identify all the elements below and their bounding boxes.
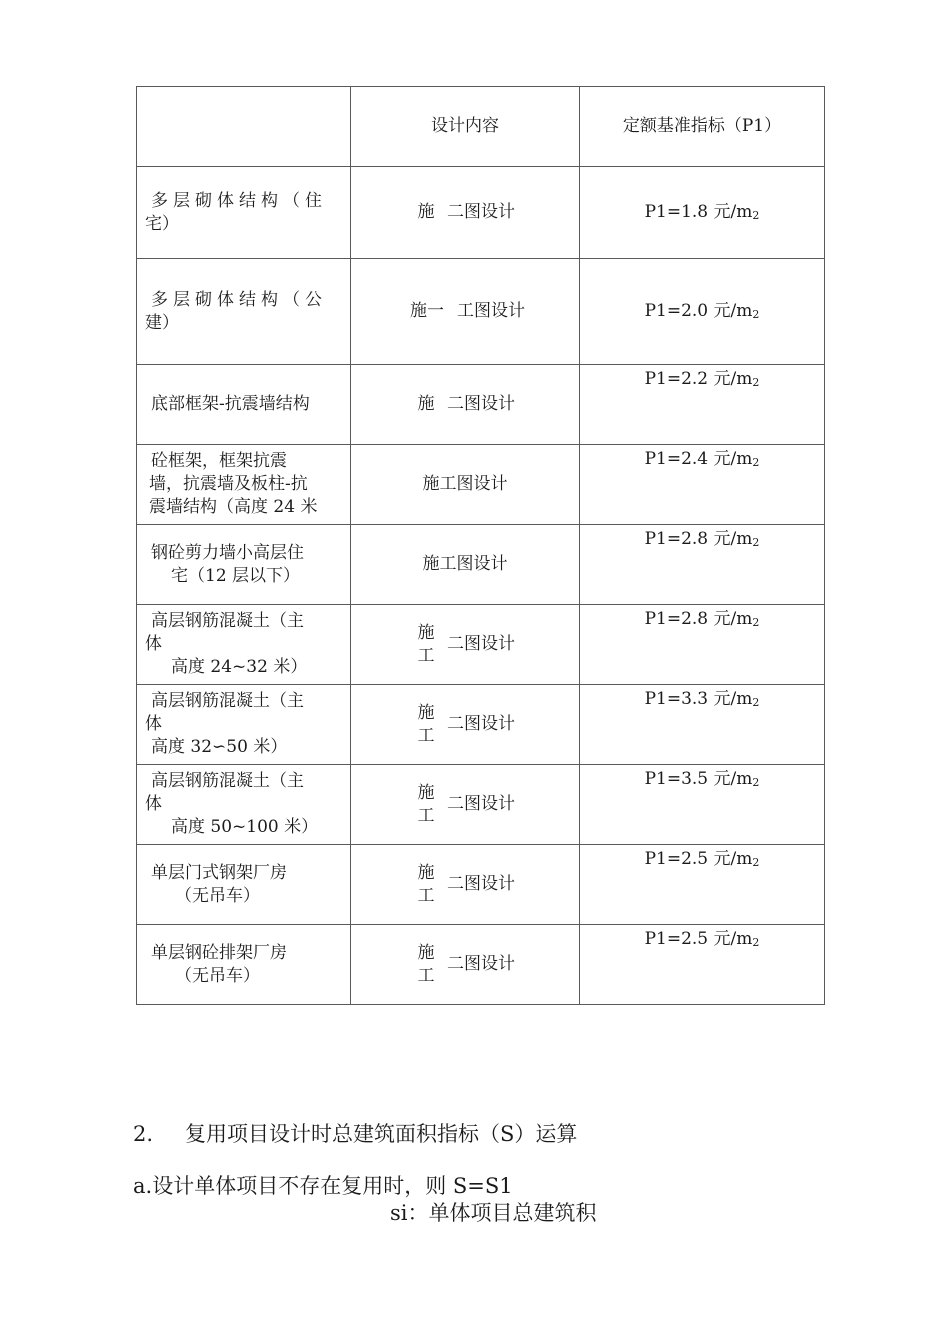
design-content-left: 施 bbox=[417, 394, 435, 414]
quota-unit-exponent: 2 bbox=[752, 208, 760, 222]
design-content-left: 工 bbox=[417, 805, 435, 826]
design-content-left: 施 bbox=[417, 862, 435, 883]
design-content-left: 施 bbox=[417, 702, 435, 723]
quota-unit-exponent: 2 bbox=[752, 616, 760, 629]
section-number: 2. bbox=[133, 1122, 154, 1146]
quota-value-cell bbox=[580, 525, 825, 605]
header-cell-design: 设计内容 bbox=[351, 87, 580, 167]
design-content-left: 施 bbox=[417, 782, 435, 803]
quota-value-cell bbox=[580, 445, 825, 525]
design-content-cell bbox=[351, 605, 580, 685]
structure-type-line: 震墙结构（高度 24 米 bbox=[149, 497, 318, 517]
header-cell-type bbox=[137, 87, 351, 167]
quota-value: P1=2.2 元/m bbox=[644, 369, 753, 389]
structure-type-line: 多层砌体结构（公 bbox=[151, 289, 327, 310]
quota-value: P1=2.8 元/m bbox=[644, 529, 753, 549]
structure-type-line: 宅（12 层以下） bbox=[171, 565, 301, 586]
structure-type-cell bbox=[137, 525, 351, 605]
table-row bbox=[137, 445, 825, 525]
quota-value-cell bbox=[580, 167, 825, 259]
design-content-cell bbox=[351, 685, 580, 765]
design-content-right: 二图设计 bbox=[447, 794, 515, 814]
structure-type-cell bbox=[137, 765, 351, 845]
design-content-left: 施一 bbox=[410, 301, 444, 321]
structure-type-cell bbox=[137, 365, 351, 445]
structure-type-line: 体 bbox=[145, 794, 162, 814]
design-content-left: 工 bbox=[417, 885, 435, 906]
structure-type-cell bbox=[137, 259, 351, 365]
table-row bbox=[137, 365, 825, 445]
structure-type-line: 体 bbox=[145, 634, 162, 654]
design-content-right: 二图设计 bbox=[447, 874, 515, 894]
quota-value: P1=2.4 元/m bbox=[644, 449, 753, 469]
design-content-left: 工 bbox=[417, 965, 435, 986]
header-cell-quota: 定额基准指标（P1） bbox=[580, 87, 825, 167]
table-row bbox=[137, 845, 825, 925]
design-content-left: 工 bbox=[417, 725, 435, 746]
quota-value-cell bbox=[580, 365, 825, 445]
design-content-cell bbox=[351, 845, 580, 925]
structure-type-cell bbox=[137, 445, 351, 525]
design-content-right: 二图设计 bbox=[447, 634, 515, 654]
quota-unit-exponent: 2 bbox=[752, 776, 760, 789]
quota-value-cell bbox=[580, 605, 825, 685]
quota-value-cell bbox=[580, 845, 825, 925]
quota-unit-exponent: 2 bbox=[752, 376, 760, 389]
section-title: 复用项目设计时总建筑面积指标（S）运算 bbox=[185, 1122, 578, 1146]
structure-type-cell bbox=[137, 845, 351, 925]
structure-type-cell bbox=[137, 167, 351, 259]
structure-type-line: 底部框架-抗震墙结构 bbox=[151, 394, 310, 414]
quota-unit-exponent: 2 bbox=[752, 936, 760, 949]
structure-type-line: 单层钢砼排架厂房 bbox=[151, 942, 287, 963]
table-row bbox=[137, 765, 825, 845]
structure-type-line: 宅） bbox=[145, 213, 179, 234]
design-content-cell bbox=[351, 525, 580, 605]
design-content-cell bbox=[351, 765, 580, 845]
table-row bbox=[137, 925, 825, 1005]
structure-type-line: （无吊车） bbox=[175, 885, 260, 906]
quota-unit-exponent: 2 bbox=[752, 307, 760, 321]
quota-unit-exponent: 2 bbox=[752, 696, 760, 709]
table-row bbox=[137, 685, 825, 765]
structure-type-line: 高层钢筋混凝土（主 bbox=[151, 771, 304, 791]
structure-type-line: 建） bbox=[145, 312, 179, 333]
structure-type-cell bbox=[137, 925, 351, 1005]
structure-type-line: 多层砌体结构（住 bbox=[151, 190, 327, 211]
design-content: 施工图设计 bbox=[422, 474, 508, 494]
structure-type-line: 钢砼剪力墙小高层住 bbox=[151, 542, 304, 563]
structure-type-line: 体 bbox=[145, 714, 162, 734]
quota-table bbox=[136, 86, 825, 1005]
quota-value-cell bbox=[580, 259, 825, 365]
design-content-left: 工 bbox=[417, 645, 435, 666]
quota-value-cell bbox=[580, 765, 825, 845]
design-content-left: 施 bbox=[417, 202, 435, 222]
design-content-right: 二图设计 bbox=[447, 394, 515, 414]
quota-value: P1=2.5 元/m bbox=[644, 849, 753, 869]
structure-type-line: 高度 50~100 米） bbox=[171, 817, 319, 837]
design-content-right: 工图设计 bbox=[457, 301, 525, 321]
table-row bbox=[137, 605, 825, 685]
design-content-cell bbox=[351, 167, 580, 259]
design-content-cell bbox=[351, 925, 580, 1005]
quota-unit-exponent: 2 bbox=[752, 536, 760, 549]
design-content-cell bbox=[351, 259, 580, 365]
quota-unit-exponent: 2 bbox=[752, 456, 760, 469]
quota-value: P1=2.0 元/m bbox=[644, 300, 753, 321]
structure-type-line: 砼框架，框架抗震 bbox=[151, 451, 287, 471]
design-content-right: 二图设计 bbox=[447, 202, 515, 222]
quota-value: P1=2.5 元/m bbox=[644, 929, 753, 949]
quota-unit-exponent: 2 bbox=[752, 856, 760, 869]
structure-type-line: 高度 32∽50 米） bbox=[151, 737, 288, 757]
design-content-left: 施 bbox=[417, 622, 435, 643]
structure-type-line: 高层钢筋混凝土（主 bbox=[151, 691, 304, 711]
quota-value: P1=3.3 元/m bbox=[644, 689, 753, 709]
table-header-row bbox=[137, 87, 825, 167]
table-row bbox=[137, 167, 825, 259]
quota-value-cell bbox=[580, 685, 825, 765]
structure-type-cell bbox=[137, 685, 351, 765]
structure-type-line: 高层钢筋混凝土（主 bbox=[151, 611, 304, 631]
design-content-cell bbox=[351, 365, 580, 445]
table-row bbox=[137, 525, 825, 605]
design-content-right: 二图设计 bbox=[447, 714, 515, 734]
quota-value-cell bbox=[580, 925, 825, 1005]
design-content: 施工图设计 bbox=[422, 554, 508, 574]
structure-type-line: 高度 24~32 米） bbox=[171, 657, 308, 677]
structure-type-line: 单层门式钢架厂房 bbox=[151, 862, 287, 883]
table-row bbox=[137, 259, 825, 365]
quota-value: P1=2.8 元/m bbox=[644, 609, 753, 629]
paragraph-line-si: si：单体项目总建筑积 bbox=[390, 1201, 597, 1225]
design-content-right: 二图设计 bbox=[447, 954, 515, 974]
design-content-left: 施 bbox=[417, 942, 435, 963]
quota-value: P1=3.5 元/m bbox=[644, 769, 753, 789]
structure-type-line: 墙，抗震墙及板柱-抗 bbox=[149, 474, 308, 494]
quota-value: P1=1.8 元/m bbox=[644, 201, 753, 222]
structure-type-cell bbox=[137, 605, 351, 685]
paragraph-line-a: a.设计单体项目不存在复用时，则 S=S1 bbox=[133, 1174, 513, 1198]
structure-type-line: （无吊车） bbox=[175, 965, 260, 986]
design-content-cell bbox=[351, 445, 580, 525]
